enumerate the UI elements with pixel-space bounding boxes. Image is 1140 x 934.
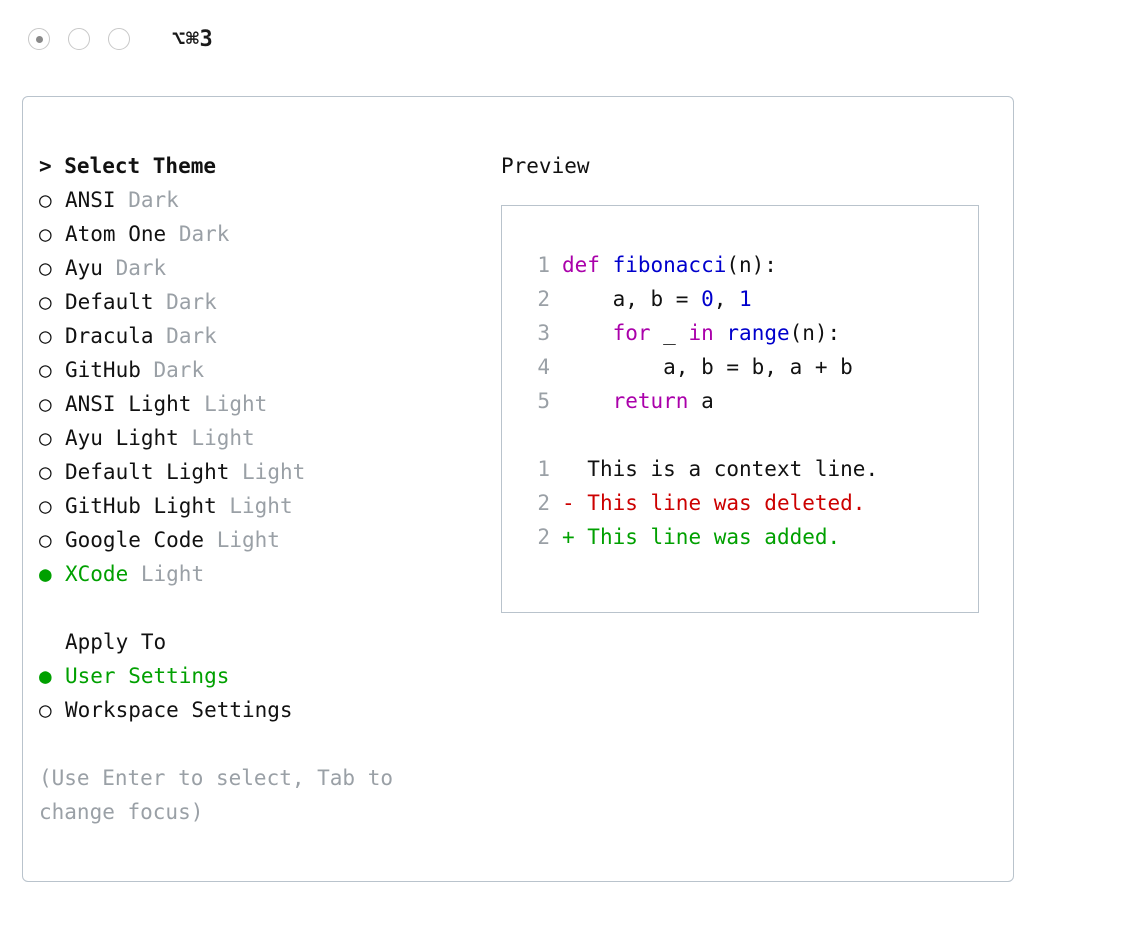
code-token [562,321,613,345]
code-diff-spacer [522,418,978,452]
theme-variant-label: Light [216,528,280,552]
code-line [522,316,978,350]
radio-unselected-icon: ○ [39,256,52,280]
code-token [714,321,727,345]
radio-unselected-icon: ○ [39,290,52,314]
theme-option-label: GitHub Light [65,494,217,518]
code-token: 1 [739,287,752,311]
diff-text: This is a context line. [574,457,879,481]
radio-unselected-icon: ○ [39,426,52,450]
theme-variant-label: Light [229,494,293,518]
code-token [562,389,613,413]
apply-to-option-user-settings[interactable] [39,659,485,693]
theme-option-label: Dracula [65,324,154,348]
apply-to-option-list[interactable] [39,659,485,727]
theme-option-google-code[interactable] [39,523,485,557]
theme-variant-label: Light [242,460,306,484]
code-token: range [726,321,790,345]
theme-label-separator [191,392,204,416]
theme-option-label: ANSI Light [65,392,192,416]
window-dot-minimize[interactable] [68,28,90,50]
diff-sign: + [562,525,575,549]
theme-option-label: Atom One [65,222,167,246]
theme-variant-label: Light [140,562,205,586]
line-number: 2 [537,525,550,549]
code-line [522,350,978,384]
radio-selected-icon: ● [39,562,52,586]
apply-to-option-label: Workspace Settings [65,698,293,722]
line-number: 1 [537,253,550,277]
theme-variant-label: Dark [128,188,179,212]
title-bar [0,0,1140,78]
code-sample [522,248,978,418]
diff-sign [562,457,575,481]
theme-option-label: Ayu Light [65,426,179,450]
keyboard-shortcut-label: ⌥⌘3 [172,26,214,52]
line-number: 4 [537,355,550,379]
code-token: (n): [726,253,777,277]
theme-label-separator [128,562,141,586]
line-number: 2 [537,287,550,311]
theme-option-label: Google Code [65,528,205,552]
window-dot-close-inner [36,36,43,43]
theme-option-default-light[interactable] [39,455,485,489]
theme-label-separator [154,324,167,348]
diff-text: This line was added. [574,525,841,549]
theme-option-label: Default Light [65,460,230,484]
preview-box [501,205,979,613]
theme-option-ansi-light[interactable] [39,387,485,421]
line-number: 3 [537,321,550,345]
code-token: 0 [701,287,714,311]
apply-to-option-label: User Settings [65,664,230,688]
theme-picker-panel [22,96,1014,882]
apply-to-option-workspace-settings[interactable] [39,693,485,727]
theme-option-default[interactable] [39,285,485,319]
radio-unselected-icon: ○ [39,494,52,518]
code-line [522,384,978,418]
theme-option-ansi[interactable] [39,183,485,217]
code-token: a, b = [562,287,702,311]
select-theme-heading: > Select Theme [39,154,217,178]
code-token: fibonacci [612,253,727,277]
code-token: a, b = b, a + b [562,355,853,379]
theme-option-atom-one[interactable] [39,217,485,251]
radio-unselected-icon: ○ [39,528,52,552]
window-dot-maximize[interactable] [108,28,130,50]
theme-variant-label: Dark [166,324,217,348]
code-token: in [688,321,714,345]
radio-selected-icon: ● [39,664,52,688]
theme-selection-column [23,97,485,881]
line-number: 1 [537,457,550,481]
code-token: , [713,287,740,311]
radio-unselected-icon: ○ [39,324,52,348]
theme-option-label: XCode [65,562,129,586]
diff-sign: - [562,491,575,515]
theme-option-label: Default [65,290,154,314]
theme-option-dracula[interactable] [39,319,485,353]
theme-label-separator [166,222,179,246]
theme-label-separator [217,494,230,518]
theme-variant-label: Dark [115,256,167,280]
theme-option-github-light[interactable] [39,489,485,523]
preview-heading: Preview [501,154,590,178]
theme-option-xcode[interactable] [39,557,485,591]
radio-unselected-icon: ○ [39,698,52,722]
theme-variant-label: Dark [166,290,217,314]
theme-option-label: GitHub [65,358,141,382]
theme-option-label: ANSI [65,188,116,212]
code-token: (n): [789,321,841,345]
theme-option-ayu[interactable] [39,251,485,285]
theme-variant-label: Light [191,426,255,450]
apply-to-heading: Apply To [65,630,167,654]
line-number: 5 [537,389,550,413]
theme-label-separator [204,528,217,552]
theme-label-separator [116,188,129,212]
theme-label-separator [103,256,116,280]
diff-line [522,452,978,486]
theme-label-separator [154,290,167,314]
theme-variant-label: Light [204,392,268,416]
code-token: for [612,321,651,345]
theme-variant-label: Dark [153,358,205,382]
radio-unselected-icon: ○ [39,358,52,382]
code-token: return [612,389,689,413]
preview-column [485,97,1013,881]
theme-label-separator [141,358,154,382]
theme-option-label: Ayu [65,256,103,280]
diff-line [522,520,978,554]
keyboard-hint-text: (Use Enter to select, Tab to change focus) [39,766,406,824]
diff-line [522,486,978,520]
theme-label-separator [229,460,242,484]
radio-unselected-icon: ○ [39,392,52,416]
radio-unselected-icon: ○ [39,222,52,246]
code-line [522,248,978,282]
radio-unselected-icon: ○ [39,460,52,484]
theme-option-ayu-light[interactable] [39,421,485,455]
theme-option-github[interactable] [39,353,485,387]
line-number: 2 [537,491,550,515]
theme-option-list[interactable] [39,183,485,591]
radio-unselected-icon: ○ [39,188,52,212]
window-dot-close[interactable] [28,28,50,50]
code-line [522,282,978,316]
diff-sample [522,452,978,554]
diff-text: This line was deleted. [574,491,866,515]
code-token: _ [650,321,689,345]
theme-variant-label: Dark [178,222,230,246]
theme-label-separator [179,426,192,450]
code-token: a [688,389,714,413]
code-token: def [562,253,613,277]
